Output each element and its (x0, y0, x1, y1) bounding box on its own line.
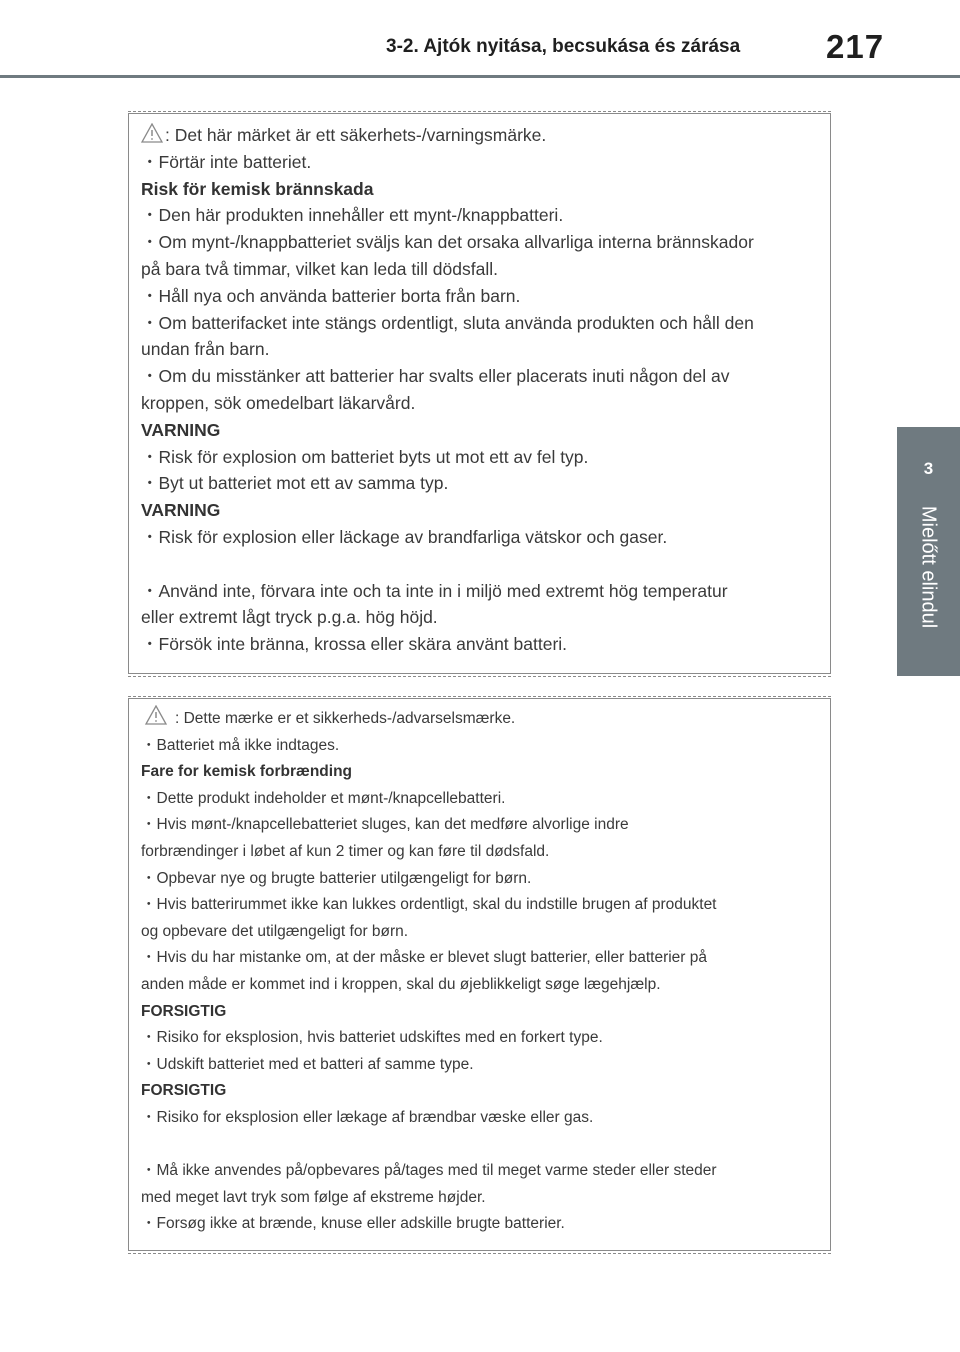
notice-heading: VARNING (141, 419, 221, 440)
notice-line: ・Risiko for eksplosion, hvis batteriet udskiftes med en forkert type. (141, 1029, 603, 1047)
section-title: 3-2. Ajtók nyitása, becsukása és zárása (386, 36, 741, 57)
blank-line (141, 1132, 820, 1159)
notice-line: ・Byt ut batteriet mot ett av samma typ. (141, 473, 449, 494)
notice-line: anden måde er kommet ind i kroppen, skal du øjeblikkeligt søge lægehjælp. (141, 975, 661, 993)
notice-line (141, 122, 820, 149)
notice-line: ・Opbevar nye og brugte batterier utilgængeligt for børn. (141, 869, 532, 887)
notice-heading: FORSIGTIG (141, 1002, 227, 1020)
notice-heading: Risk för kemisk brännskada (141, 178, 374, 199)
notice-line: ・Använd inte, förvara inte och ta inte in i miljö med extremt hög temperatur (141, 580, 728, 601)
notice-line: eller extremt lågt tryck p.g.a. hög höjd. (141, 607, 438, 628)
notice-line: ・Forsøg ikke at brænde, knuse eller adskille brugte batterier. (141, 1215, 565, 1233)
notice-line: ・Batteriet må ikke indtages. (141, 736, 340, 754)
page-number: 217 (826, 28, 885, 65)
notice-line: ・Försök inte bränna, krossa eller skära använt batteri. (141, 634, 568, 655)
notice-line: på bara två timmar, vilket kan leda till dödsfall. (141, 258, 498, 279)
notice-line: ・Den här produkten innehåller ett mynt-/knappbatteri. (141, 205, 564, 226)
warning-triangle-icon (141, 123, 163, 143)
warning-mark-text: : Det här märket är ett säkerhets-/varningsmärke. (165, 125, 547, 145)
notice-line: ・Risk för explosion om batteriet byts ut mot ett av fel typ. (141, 446, 589, 467)
notice-line: forbrændinger i løbet af kun 2 timer og kan føre til dødsfald. (141, 842, 550, 860)
blank-line (141, 551, 820, 578)
notice-line: ・Om mynt-/knappbatteriet sväljs kan det orsaka allvarliga interna brännskador (141, 232, 754, 253)
notice-line (141, 705, 820, 733)
notice-line: kroppen, sök omedelbart läkarvård. (141, 392, 416, 413)
header-rule (0, 75, 960, 78)
swedish-warning-box (128, 113, 831, 674)
notice-line: ・Om du misstänker att batterier har svalts eller placerats inuti någon del av (141, 366, 730, 387)
notice-line: ・Risiko for eksplosion eller lækage af brændbar væske eller gas. (141, 1108, 594, 1126)
danish-warning-box (128, 698, 831, 1251)
notice-line: og opbevare det utilgængeligt for børn. (141, 922, 409, 940)
notice-line: ・Må ikke anvendes på/opbevares på/tages med til meget varme steder eller steder (141, 1162, 717, 1180)
notice-heading: VARNING (141, 500, 221, 521)
notice-line: ・Dette produkt indeholder et mønt-/knapcellebatteri. (141, 789, 506, 807)
notice-line: med meget lavt tryk som følge af ekstreme højder. (141, 1188, 486, 1206)
notice-heading: Fare for kemisk forbrænding (141, 763, 353, 781)
notice-line: ・Udskift batteriet med et batteri af samme type. (141, 1055, 474, 1073)
notice-heading: FORSIGTIG (141, 1082, 227, 1100)
notice-line: ・Håll nya och använda batterier borta från barn. (141, 285, 521, 306)
notice-line: ・Risk för explosion eller läckage av brandfarliga vätskor och gaser. (141, 526, 668, 547)
warning-mark-text: : Dette mærke er et sikkerheds-/advarselsmærke. (175, 710, 516, 727)
notice-line: undan från barn. (141, 339, 270, 360)
notice-line: ・Förtär inte batteriet. (141, 151, 312, 172)
notice-line: ・Hvis du har mistanke om, at der måske er blevet slugt batterier, eller batterier på (141, 949, 707, 967)
notice-line: ・Hvis mønt-/knapcellebatteriet sluges, kan det medføre alvorlige indre (141, 816, 629, 834)
chapter-number: 3 (923, 459, 934, 478)
notice-line: ・Om batterifacket inte stängs ordentligt, sluta använda produkten och håll den (141, 312, 754, 333)
chapter-label: Mielőtt elindul (917, 505, 940, 629)
chapter-side-tab (897, 427, 960, 676)
warning-triangle-icon (143, 705, 169, 725)
notice-line: ・Hvis batterirummet ikke kan lukkes ordentligt, skal du indstille brugen af produktet (141, 896, 717, 914)
